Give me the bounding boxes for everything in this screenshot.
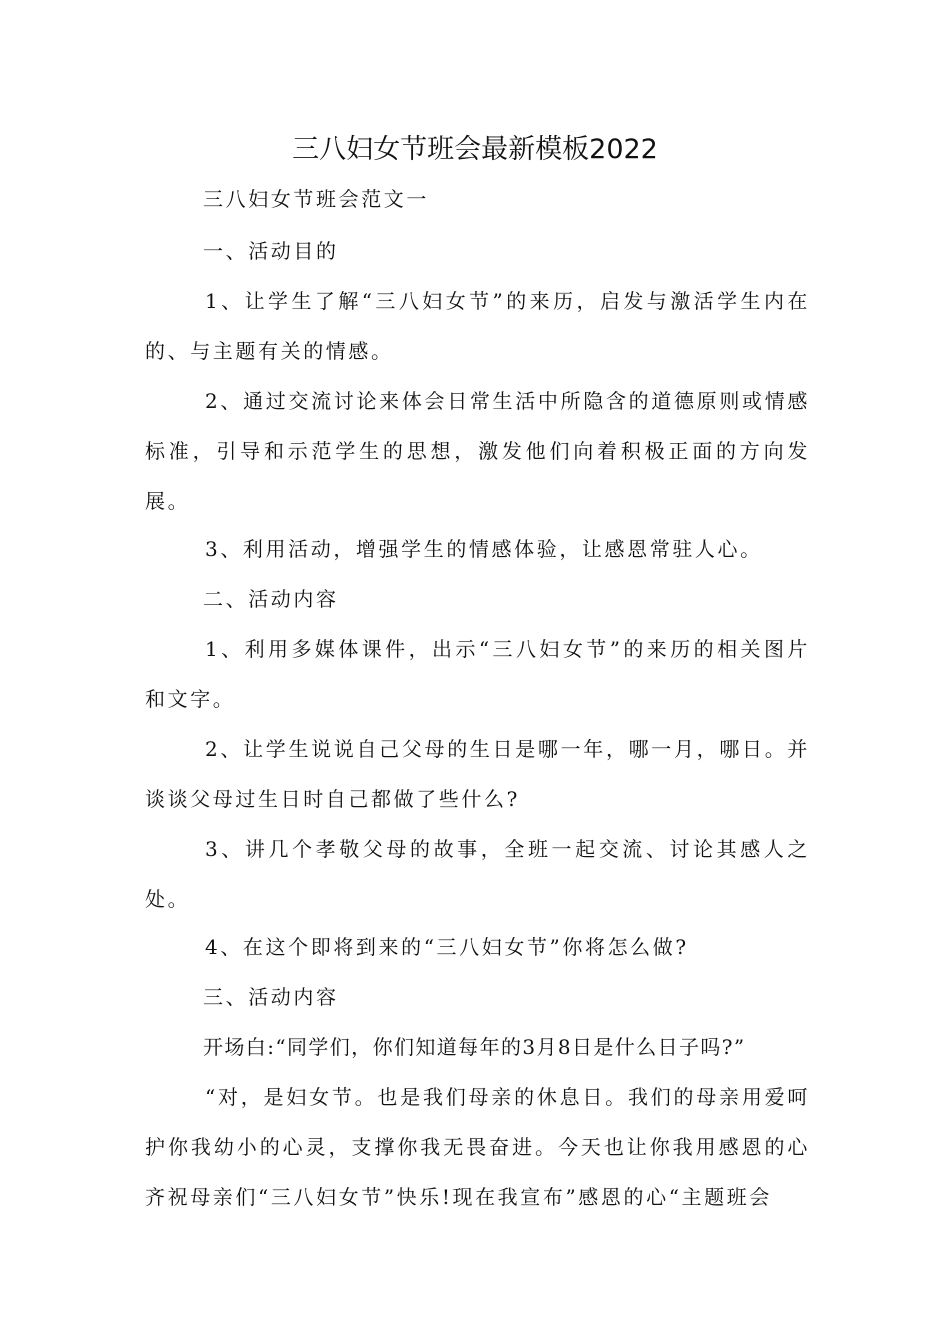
paragraph-content-2: 2、让学生说说自己父母的生日是哪一年，哪一月，哪日。并谈谈父母过生日时自己都做了些什么? [145, 737, 810, 811]
paragraph-goal-3: 3、利用活动，增强学生的情感体验，让感恩常驻人心。 [205, 537, 763, 561]
document-title: 三八妇女节班会最新模板2022 [292, 134, 658, 165]
paragraph-speech: “对，是妇女节。也是我们母亲的休息日。我们的母亲用爱呵护你我幼小的心灵，支撑你我无畏奋进。今天也让你我用感恩的心齐祝母亲们“三八妇女节”快乐!现在我宣布”感恩的心“主题班会 [145, 1085, 810, 1209]
section-heading-1: 一、活动目的 [203, 239, 339, 263]
paragraph-content-4: 4、在这个即将到来的“三八妇女节”你将怎么做? [205, 935, 689, 959]
paragraph-content-3: 3、讲几个孝敬父母的故事，全班一起交流、讨论其感人之处。 [145, 837, 810, 911]
paragraph-opening: 开场白:“同学们，你们知道每年的3月8日是什么日子吗?” [203, 1035, 746, 1059]
paragraph-subtitle: 三八妇女节班会范文一 [203, 187, 429, 211]
section-heading-3: 三、活动内容 [203, 985, 339, 1009]
paragraph-goal-2: 2、通过交流讨论来体会日常生活中所隐含的道德原则或情感标准，引导和示范学生的思想，激发他们向着积极正面的方向发展。 [145, 389, 810, 513]
paragraph-content-1: 1、利用多媒体课件，出示“三八妇女节”的来历的相关图片和文字。 [145, 637, 810, 711]
section-heading-2: 二、活动内容 [203, 587, 339, 611]
paragraph-goal-1: 1、让学生了解“三八妇女节”的来历，启发与激活学生内在的、与主题有关的情感。 [145, 289, 810, 363]
